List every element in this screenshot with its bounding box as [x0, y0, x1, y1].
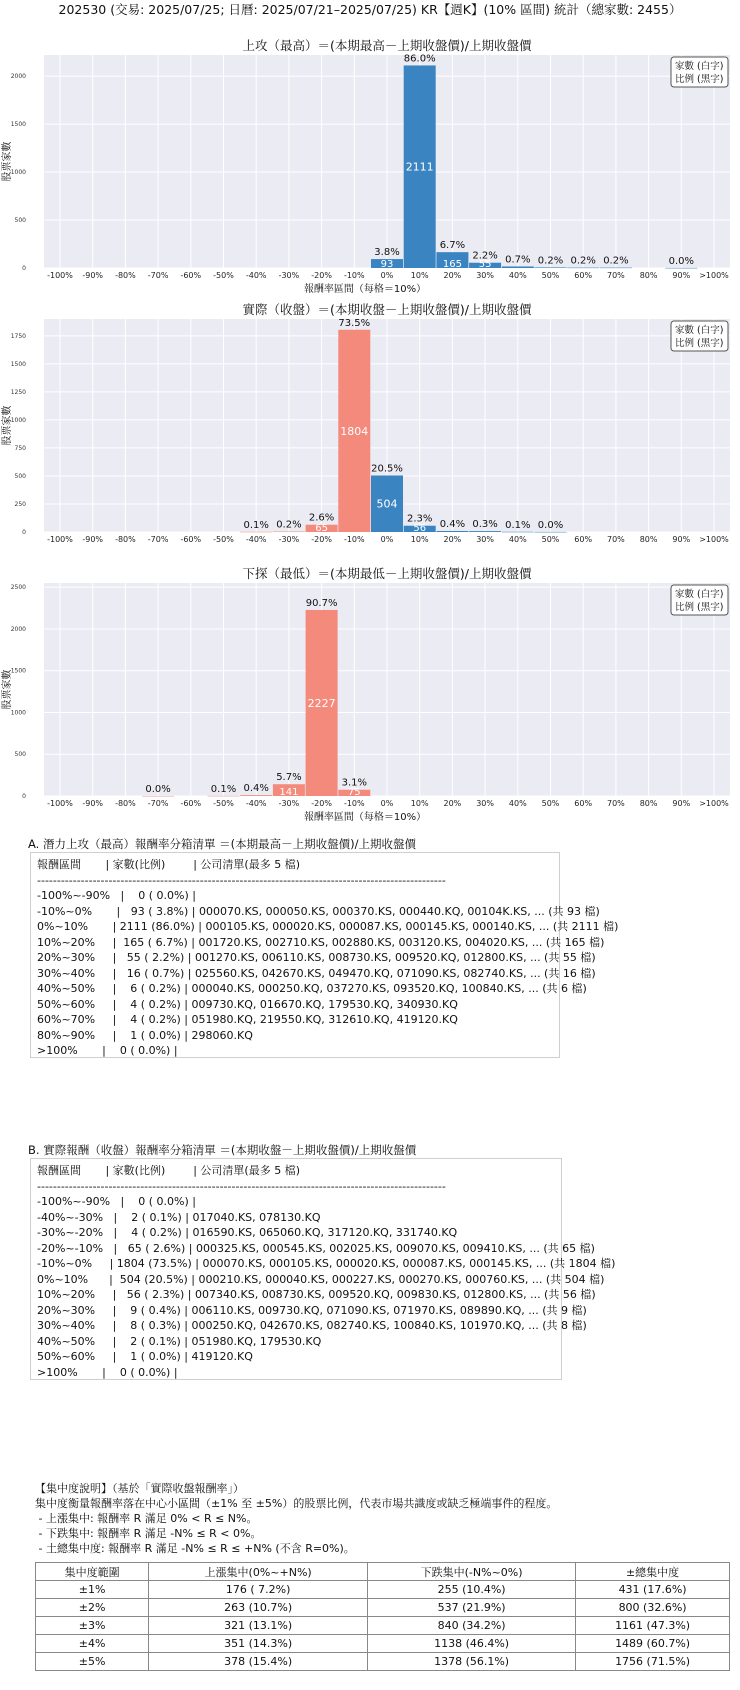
- x-tick-label: 90%: [672, 535, 691, 544]
- x-tick-label: -50%: [213, 535, 234, 544]
- section-a-line: 40%~50% | 6 ( 0.2%) | 000040.KS, 000250.KQ, 037270.KS, 093520.KQ, 100840.KS, ... (共 6 檔): [37, 982, 587, 995]
- x-tick-label: -20%: [311, 799, 332, 808]
- x-tick-label: -40%: [245, 271, 267, 280]
- x-tick-label: -10%: [343, 799, 365, 808]
- x-tick-label: -90%: [82, 535, 104, 544]
- x-tick-label: -60%: [180, 799, 202, 808]
- section-b-line: 0%~10% | 504 (20.5%) | 000210.KS, 000040.KS, 000227.KS, 000270.KS, 000760.KS, ... (共 504 檔): [37, 1272, 605, 1286]
- bar-count-label: 55: [478, 259, 492, 270]
- bar-count-label: 165: [442, 259, 462, 270]
- y-tick-label: 0: [22, 265, 26, 272]
- x-tick-label: >100%: [699, 799, 729, 808]
- x-tick-label: -30%: [278, 271, 300, 280]
- x-tick-label: 0%: [380, 799, 394, 808]
- x-tick-label: -80%: [115, 535, 136, 544]
- x-tick-label: -60%: [180, 271, 202, 280]
- y-tick-label: 1000: [10, 709, 26, 717]
- legend-ratio: 比例 (黑字): [675, 338, 724, 349]
- concentration-cell: 176 ( 7.2%): [149, 1581, 368, 1599]
- x-tick-label: 50%: [541, 799, 560, 808]
- x-tick-label: 80%: [639, 535, 658, 544]
- concentration-cell: 1138 (46.4%): [368, 1635, 576, 1653]
- section-a-line: 0%~10% | 2111 (86.0%) | 000105.KS, 000020.KS, 000087.KS, 000145.KS, 000140.KS, ... (共 2111 檔): [37, 920, 619, 933]
- bar-pct-label: 0.7%: [505, 254, 531, 266]
- bar: [240, 532, 272, 533]
- section-b-line: -20%~-10% | 65 ( 2.6%) | 000325.KS, 000545.KS, 002025.KS, 009070.KS, 009410.KS, ... (共 65 檔): [37, 1241, 595, 1255]
- y-tick-label: 2500: [10, 584, 26, 592]
- y-tick-label: 0: [22, 793, 26, 800]
- chart-title: 上攻（最高）＝(本期最高－上期收盤價)/上期收盤價: [242, 38, 532, 53]
- bar-count-label: 65: [315, 523, 328, 534]
- x-tick-label: 60%: [574, 799, 593, 808]
- x-tick-label: -50%: [213, 799, 234, 808]
- section-a-line: -10%~0% | 93 ( 3.8%) | 000070.KS, 000050.KS, 000370.KS, 000440.KQ, 00104K.KS, ... (共 93 檔): [37, 904, 600, 918]
- section-a-line: 80%~90% | 1 ( 0.0%) | 298060.KQ: [37, 1028, 253, 1042]
- section-a-line: -100%~-90% | 0 ( 0.0%) |: [37, 889, 196, 902]
- upside-chart: [0, 36, 740, 298]
- section-a-line: 30%~40% | 16 ( 0.7%) | 025560.KS, 042670.KS, 049470.KQ, 071090.KS, 082740.KS, ... (共 16 檔): [37, 966, 596, 980]
- x-tick-label: 30%: [476, 271, 494, 280]
- y-tick-label: 500: [14, 472, 26, 480]
- section-b-line: -100%~-90% | 0 ( 0.0%) |: [37, 1195, 196, 1208]
- bar-pct-label: 0.0%: [145, 783, 171, 795]
- downside-chart: [0, 564, 740, 826]
- concentration-row: [36, 1617, 730, 1635]
- x-tick-label: 80%: [639, 799, 658, 808]
- bar-count-label: 75: [347, 787, 361, 798]
- y-axis-label: 股票家數: [2, 669, 13, 710]
- legend-count: 家數 (白字): [675, 61, 724, 72]
- bar-pct-label: 0.2%: [537, 255, 564, 267]
- y-tick-label: 750: [14, 444, 26, 452]
- bar-pct-label: 5.7%: [276, 772, 302, 784]
- concentration-header-cell: 上漲集中(0%~+N%): [149, 1563, 368, 1581]
- x-tick-label: 50%: [541, 535, 560, 544]
- x-tick-label: -100%: [47, 799, 73, 808]
- bar-pct-label: 2.2%: [472, 250, 498, 262]
- x-tick-label: 30%: [476, 535, 494, 544]
- bar-pct-label: 0.0%: [668, 255, 695, 267]
- x-tick-label: -70%: [147, 271, 169, 280]
- x-tick-label: 60%: [574, 535, 593, 544]
- bar: [567, 268, 599, 269]
- concentration-cell: 1161 (47.3%): [576, 1617, 730, 1635]
- concentration-cell: ±1%: [36, 1581, 149, 1599]
- section-b-line: 30%~40% | 8 ( 0.3%) | 000250.KQ, 042670.KS, 082740.KS, 100840.KS, 101970.KQ, ... (共 8 檔): [37, 1319, 587, 1332]
- section-a-table: [30, 852, 619, 1058]
- concentration-row: [36, 1581, 730, 1599]
- concentration-note-line: - 上漲集中: 報酬率 R 滿足 0% < R ≤ N%。: [35, 1512, 258, 1525]
- bar-pct-label: 3.1%: [341, 777, 368, 789]
- concentration-cell: 1756 (71.5%): [576, 1653, 730, 1671]
- concentration-note: [35, 1481, 557, 1556]
- concentration-note-line: - 土總集中度: 報酬率 R 滿足 -N% ≤ R ≤ +N% (不含 R=0%)。: [35, 1542, 355, 1555]
- x-tick-label: 20%: [443, 535, 462, 544]
- x-tick-label: 30%: [476, 799, 494, 808]
- legend-count: 家數 (白字): [675, 325, 724, 336]
- y-tick-label: 500: [14, 217, 26, 225]
- section-a-title: A. 潛力上攻（最高）報酬率分箱清單 ＝(本期最高－上期收盤價)/上期收盤價: [28, 837, 416, 851]
- section-b-line: -------------------------------------------------------------------------------------------------------: [37, 1179, 446, 1193]
- bar-pct-label: 0.2%: [276, 519, 302, 531]
- chart-title: 下探（最低）＝(本期最低－上期收盤價)/上期收盤價: [242, 566, 532, 581]
- section-b-line: 10%~20% | 56 ( 2.3%) | 007340.KS, 008730.KS, 009520.KQ, 009830.KS, 012800.KS, ... (共 56 檔): [37, 1288, 596, 1301]
- concentration-header-cell: ±總集中度: [576, 1563, 730, 1581]
- x-tick-label: 60%: [574, 271, 593, 280]
- x-tick-label: -30%: [278, 535, 300, 544]
- x-tick-label: 10%: [410, 799, 429, 808]
- section-b-line: 報酬區間 | 家數(比例) | 公司清單(最多 5 檔): [37, 1164, 301, 1177]
- concentration-note-line: - 下跌集中: 報酬率 R 滿足 -N% ≤ R < 0%。: [35, 1527, 262, 1540]
- bar-count-label: 2227: [307, 696, 336, 710]
- section-a-line: >100% | 0 ( 0.0%) |: [37, 1044, 178, 1057]
- concentration-cell: 840 (34.2%): [368, 1617, 576, 1635]
- x-tick-label: 70%: [607, 271, 625, 280]
- concentration-cell: 263 (10.7%): [149, 1599, 368, 1617]
- x-tick-label: -60%: [180, 535, 202, 544]
- section-b-line: -30%~-20% | 4 ( 0.2%) | 016590.KS, 065060.KQ, 317120.KQ, 331740.KQ: [37, 1226, 458, 1239]
- x-tick-label: 40%: [508, 271, 527, 280]
- concentration-cell: 1378 (56.1%): [368, 1653, 576, 1671]
- section-b-line: >100% | 0 ( 0.0%) |: [37, 1365, 178, 1379]
- x-tick-label: -30%: [278, 799, 300, 808]
- x-tick-label: 0%: [380, 535, 394, 544]
- concentration-header-cell: 下跌集中(-N%~0%): [368, 1563, 576, 1581]
- bar-count-label: 141: [279, 787, 299, 798]
- bar-pct-label: 90.7%: [305, 597, 338, 609]
- bar-pct-label: 20.5%: [371, 463, 403, 475]
- y-tick-label: 2000: [10, 73, 26, 81]
- bar-pct-label: 0.0%: [537, 519, 564, 531]
- x-tick-label: 40%: [508, 799, 527, 808]
- bar-pct-label: 0.1%: [505, 519, 531, 531]
- chart-title: 實際（收盤）＝(本期收盤－上期收盤價)/上期收盤價: [242, 302, 532, 317]
- x-tick-label: -70%: [147, 799, 169, 808]
- bar: [208, 796, 240, 797]
- legend-ratio: 比例 (黑字): [675, 74, 724, 85]
- x-tick-label: -20%: [311, 271, 332, 280]
- concentration-header-cell: 集中度範圍: [36, 1563, 149, 1581]
- concentration-note-line: 集中度衡量報酬率落在中心小區間（±1% 至 ±5%）的股票比例，代表市場共識度或缺乏極端事件的程度。: [35, 1497, 558, 1510]
- x-tick-label: 20%: [443, 271, 462, 280]
- section-a-line: 20%~30% | 55 ( 2.2%) | 001270.KS, 006110.KS, 008730.KS, 009520.KQ, 012800.KS, ... (共 55 檔): [37, 951, 596, 964]
- bar-pct-label: 0.4%: [439, 518, 466, 530]
- section-a-line: 50%~60% | 4 ( 0.2%) | 009730.KQ, 016670.KQ, 179530.KQ, 340930.KQ: [37, 997, 458, 1011]
- concentration-row: [36, 1599, 730, 1617]
- x-tick-label: -100%: [47, 271, 73, 280]
- concentration-cell: 800 (32.6%): [576, 1599, 730, 1617]
- x-tick-label: -40%: [245, 535, 267, 544]
- bar-count-label: 2111: [405, 160, 434, 174]
- y-axis-label: 股票家數: [2, 141, 13, 182]
- x-tick-label: -100%: [47, 535, 73, 544]
- concentration-cell: 537 (21.9%): [368, 1599, 576, 1617]
- section-a-line: -------------------------------------------------------------------------------------------------------: [37, 873, 446, 887]
- x-axis-label: 報酬率區間（每格＝10%）: [303, 284, 427, 295]
- bar-count-label: 504: [376, 497, 398, 511]
- y-tick-label: 1000: [10, 416, 26, 424]
- section-b-title: B. 實際報酬（收盤）報酬率分箱清單 ＝(本期收盤－上期收盤價)/上期收盤價: [28, 1143, 417, 1157]
- y-tick-label: 1750: [10, 332, 26, 340]
- concentration-cell: 431 (17.6%): [576, 1581, 730, 1599]
- concentration-cell: ±5%: [36, 1653, 149, 1671]
- section-b-line: -40%~-30% | 2 ( 0.1%) | 017040.KS, 078130.KQ: [37, 1210, 321, 1224]
- x-tick-label: -90%: [82, 271, 104, 280]
- x-tick-label: 10%: [410, 271, 429, 280]
- x-tick-label: -80%: [115, 271, 136, 280]
- bar: [535, 267, 567, 268]
- bar-pct-label: 6.7%: [439, 240, 466, 252]
- section-b-line: 40%~50% | 2 ( 0.1%) | 051980.KQ, 179530.KQ: [37, 1334, 322, 1348]
- y-axis-label: 股票家數: [2, 405, 13, 446]
- bar-pct-label: 73.5%: [338, 317, 371, 329]
- x-tick-label: 40%: [508, 535, 527, 544]
- x-tick-label: -20%: [311, 535, 332, 544]
- y-tick-label: 250: [14, 500, 26, 508]
- concentration-cell: 378 (15.4%): [149, 1653, 368, 1671]
- section-a-line: 10%~20% | 165 ( 6.7%) | 001720.KS, 002710.KS, 002880.KS, 003120.KS, 004020.KS, ... (共 165 檔): [37, 935, 605, 949]
- bar-pct-label: 0.2%: [570, 255, 596, 267]
- x-tick-label: -50%: [213, 271, 234, 280]
- bar-pct-label: 0.3%: [472, 519, 498, 531]
- y-tick-label: 1500: [10, 121, 26, 129]
- concentration-cell: 255 (10.4%): [368, 1581, 576, 1599]
- x-tick-label: 10%: [410, 535, 429, 544]
- x-tick-label: -10%: [343, 271, 365, 280]
- bar: [665, 268, 697, 269]
- concentration-note-line: 【集中度說明】（基於「實際收盤報酬率」）: [35, 1482, 244, 1495]
- bar-count-label: 1804: [340, 424, 369, 438]
- x-tick-label: >100%: [699, 271, 729, 280]
- bar-pct-label: 0.4%: [243, 783, 269, 795]
- bar: [600, 268, 632, 269]
- concentration-cell: ±3%: [36, 1617, 149, 1635]
- bar: [469, 531, 501, 532]
- page-title: 202530 (交易: 2025/07/25; 日曆: 2025/07/21–2025/07/25) KR【週K】(10% 區間) 統計（總家數: 2455）: [58, 2, 682, 17]
- bar-pct-label: 3.8%: [374, 247, 400, 259]
- x-tick-label: -80%: [115, 799, 136, 808]
- y-tick-label: 500: [14, 751, 26, 759]
- x-tick-label: -40%: [245, 799, 267, 808]
- x-tick-label: 80%: [639, 271, 658, 280]
- bar-pct-label: 2.3%: [406, 513, 433, 525]
- concentration-cell: 1489 (60.7%): [576, 1635, 730, 1653]
- concentration-row: [36, 1635, 730, 1653]
- legend-ratio: 比例 (黑字): [675, 602, 724, 613]
- x-tick-label: 70%: [607, 799, 625, 808]
- x-tick-label: 20%: [443, 799, 462, 808]
- bar: [142, 796, 174, 797]
- section-b-line: 20%~30% | 9 ( 0.4%) | 006110.KS, 009730.KQ, 071090.KS, 071970.KS, 089890.KQ, ... (共 9 檔): [37, 1303, 587, 1317]
- concentration-cell: ±2%: [36, 1599, 149, 1617]
- section-a-line: 60%~70% | 4 ( 0.2%) | 051980.KQ, 219550.KQ, 312610.KQ, 419120.KQ: [37, 1013, 458, 1026]
- section-a-line: 報酬區間 | 家數(比例) | 公司清單(最多 5 檔): [37, 858, 301, 871]
- concentration-cell: ±4%: [36, 1635, 149, 1653]
- y-tick-label: 1500: [10, 360, 26, 368]
- concentration-row: [36, 1653, 730, 1671]
- x-tick-label: >100%: [699, 535, 729, 544]
- bar-pct-label: 0.1%: [210, 783, 237, 795]
- bar-pct-label: 0.2%: [603, 255, 629, 267]
- bar-count-label: 56: [413, 523, 427, 534]
- concentration-cell: 351 (14.3%): [149, 1635, 368, 1653]
- x-tick-label: 90%: [672, 271, 691, 280]
- bar: [273, 532, 305, 533]
- x-tick-label: 50%: [541, 271, 560, 280]
- concentration-cell: 321 (13.1%): [149, 1617, 368, 1635]
- bar: [436, 531, 468, 532]
- bar: [502, 532, 534, 533]
- section-b-table: [30, 1158, 616, 1380]
- concentration-header-row: [36, 1563, 730, 1581]
- y-tick-label: 1250: [10, 388, 26, 396]
- bar-pct-label: 0.1%: [243, 519, 269, 531]
- x-axis-label: 報酬率區間（每格＝10%）: [303, 812, 427, 823]
- bar: [240, 795, 272, 796]
- bar-pct-label: 2.6%: [308, 512, 335, 524]
- legend-count: 家數 (白字): [675, 589, 724, 600]
- bar-pct-label: 86.0%: [403, 53, 436, 65]
- x-tick-label: -90%: [82, 799, 104, 808]
- bar: [502, 266, 534, 268]
- section-b-line: 50%~60% | 1 ( 0.0%) | 419120.KQ: [37, 1350, 253, 1363]
- x-tick-label: 90%: [672, 799, 691, 808]
- x-tick-label: 0%: [380, 271, 394, 280]
- bar-count-label: 93: [380, 259, 394, 270]
- y-tick-label: 2000: [10, 625, 26, 633]
- close-chart: [0, 300, 740, 562]
- y-tick-label: 1000: [10, 169, 26, 177]
- section-b-line: -10%~0% | 1804 (73.5%) | 000070.KS, 000105.KS, 000020.KS, 000087.KS, 000145.KS, ... (共 1804 檔): [37, 1257, 616, 1270]
- x-tick-label: 70%: [607, 535, 625, 544]
- x-tick-label: -10%: [343, 535, 365, 544]
- x-tick-label: -70%: [147, 535, 169, 544]
- y-tick-label: 1500: [10, 667, 26, 675]
- y-tick-label: 0: [22, 529, 26, 536]
- concentration-table: [35, 1562, 730, 1671]
- bar: [535, 532, 567, 533]
